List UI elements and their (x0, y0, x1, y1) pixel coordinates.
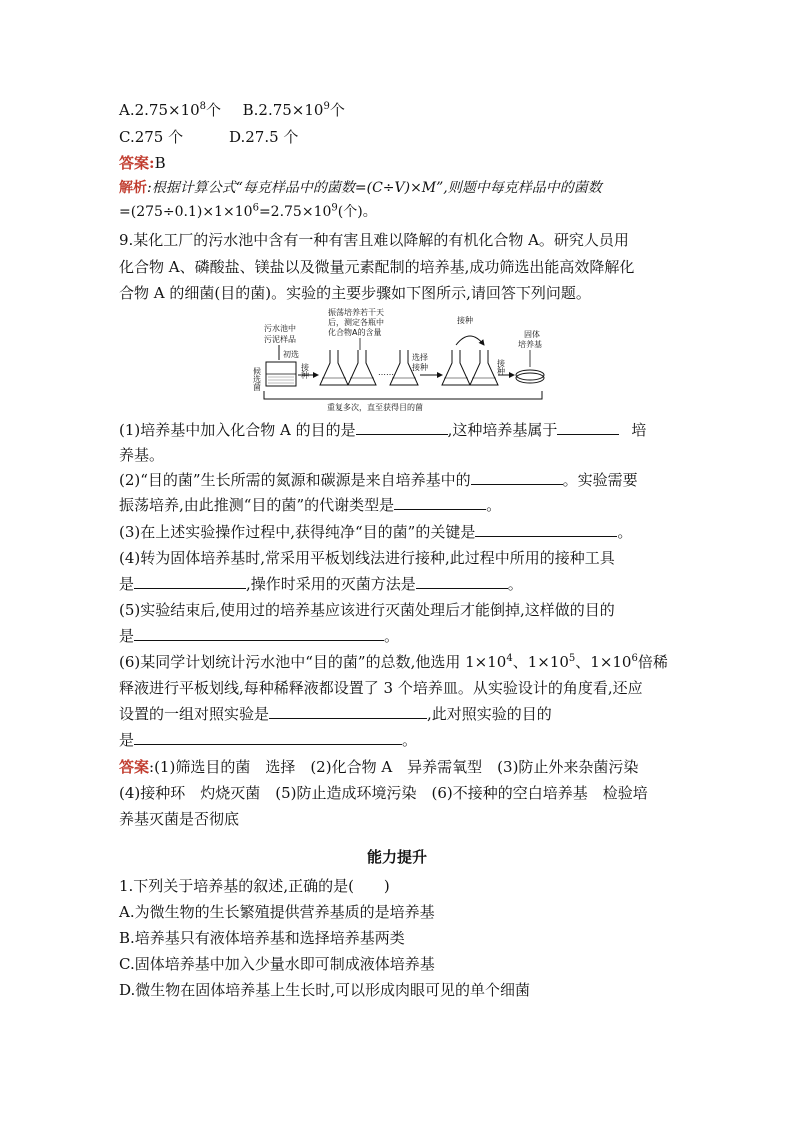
fig-select-label-2: 接种 (412, 363, 428, 372)
q1-option-a: A.为微生物的生长繁殖提供营养基质的是培养基 (119, 903, 435, 921)
option-d: D.27.5 个 (229, 128, 299, 146)
prev-analysis-line2: $=(275\div 0.1)\times 1\times 10^6=2.75\times 10^9$(个)。 (119, 202, 377, 220)
q9-sub1-line1: (1)培养基中加入化合物 A 的目的是 ,这种培养基属于 培 (119, 421, 647, 439)
option-row-ab (119, 100, 345, 120)
q9-sub4-line2: 是 ,操作时采用的灭菌方法是 。 (119, 575, 523, 593)
q1-option-b: B.培养基只有液体培养基和选择培养基两类 (119, 929, 405, 947)
fig-sample-label: 污水池中 (264, 324, 296, 333)
fig-sample-label-2: 污泥样品 (264, 335, 296, 344)
q9-stem-3: 合物 A 的细菌(目的菌)。实验的主要步骤如下图所示,请回答下列问题。 (119, 284, 591, 302)
fig-candidate-label: 候选菌 (252, 367, 262, 391)
answer-blank[interactable] (134, 730, 402, 745)
answer-blank[interactable] (557, 420, 619, 435)
q9-sub5-line1: (5)实验结束后,使用过的培养基应该进行灭菌处理后才能倒掉,这样做的目的 (119, 601, 615, 619)
q9-sub6-line2: 释液进行平板划线,每种稀释液都设置了 3 个培养皿。从实验设计的角度看,还应 (119, 679, 643, 697)
section-title: 能力提升 (366, 848, 427, 866)
answer-blank[interactable] (134, 574, 246, 589)
q9-sub6-line3: 设置的一组对照实验是 ,此对照实验的目的 (119, 705, 552, 723)
fig-solid-label-2: 培养基 (518, 340, 542, 349)
option-c: C.275 个 (119, 128, 184, 146)
answer-blank[interactable] (471, 470, 563, 485)
fig-shake-label-3: 化合物A的含量 (328, 328, 382, 337)
experiment-figure (252, 305, 552, 413)
fig-pick-label: 初选 (283, 350, 299, 359)
fig-flask-group (320, 350, 418, 385)
answer-blank[interactable] (416, 574, 508, 589)
q9-stem-1: 9.某化工厂的污水池中含有一种有害且难以降解的有机化合物 A。研究人员用 (119, 231, 629, 249)
q9-sub2-line2: 振荡培养,由此推测“目的菌”的代谢类型是 。 (119, 496, 502, 514)
fig-inoculate-label: 接种 (300, 363, 310, 379)
q9-sub4-line1: (4)转为固体培养基时,常采用平板划线法进行接种,此过程中所用的接种工具 (119, 549, 615, 567)
fig-sludge-hatch (268, 377, 294, 383)
prev-answer: 答案:B (119, 154, 166, 172)
option-row-cd (119, 127, 298, 147)
fig-select-label-1: 选择 (412, 353, 428, 362)
q9-sub3: (3)在上述实验操作过程中,获得纯净“目的菌”的关键是 。 (119, 523, 633, 541)
q9-stem-2: 化合物 A、磷酸盐、镁盐以及微量元素配制的培养基,成功筛选出能高效降解化 (119, 258, 635, 276)
q9-sub2-line1: (2)“目的菌”生长所需的氮源和碳源是来自培养基中的 。实验需要 (119, 471, 638, 489)
fig-plate (516, 370, 544, 380)
q1-option-d: D.微生物在固体培养基上生长时,可以形成肉眼可见的单个细菌 (119, 981, 531, 999)
fig-shake-label-1: 振荡培养若干天 (328, 308, 384, 317)
fig-flask-1 (320, 350, 348, 385)
q9-sub6-line4: 是 。 (119, 731, 418, 749)
fig-flask-4 (442, 350, 470, 385)
fig-flask-2 (348, 350, 376, 385)
fig-repeat-label: 重复多次，直至获得目的菌 (327, 403, 423, 412)
prev-analysis-line1: 解析:根据计算公式“每克样品中的菌数=(C÷V)×M”,则题中每克样品中的菌数 (119, 180, 602, 196)
q1-stem: 1.下列关于培养基的叙述,正确的是( ) (119, 877, 390, 895)
q9-answer-line1: 答案:(1)筛选目的菌 选择 (2)化合物 A 异养需氧型 (3)防止外来杂菌污染 (119, 758, 639, 776)
fig-shake-label-2: 后，测定各瓶中 (328, 318, 384, 327)
q9-answer-line3: 养基灭菌是否彻底 (119, 810, 240, 828)
q9-answer-line2: (4)接种环 灼烧灭菌 (5)防止造成环境污染 (6)不接种的空白培养基 检验培 (119, 784, 648, 802)
fig-inoculate-label-2: 接种 (457, 316, 473, 325)
q9-sub5-line2: 是 。 (119, 627, 400, 645)
option-b: $B.2.75\times 10^9$个 (242, 101, 345, 119)
q9-sub1-line2: 养基。 (119, 446, 165, 464)
option-a: $A.2.75\times 10^8$个 (119, 101, 222, 119)
answer-blank[interactable] (134, 626, 384, 641)
answer-blank[interactable] (356, 420, 448, 435)
answer-blank[interactable] (394, 495, 486, 510)
fig-inoculate-label-3: 接种 (496, 359, 506, 375)
answer-blank[interactable] (269, 704, 427, 719)
answer-blank[interactable] (475, 522, 617, 537)
fig-flask-5 (470, 350, 498, 385)
q1-option-c: C.固体培养基中加入少量水即可制成液体培养基 (119, 955, 435, 973)
fig-solid-label-1: 固体 (524, 330, 540, 339)
q9-sub6-line1: (6)某同学计划统计污水池中“目的菌”的总数,他选用 $1\times 10^4$、$1\times 10^5$、$1\times 10^6$倍稀 (119, 653, 668, 671)
fig-ellipsis: …… (378, 368, 394, 377)
fig-repeat-bracket (264, 391, 542, 399)
